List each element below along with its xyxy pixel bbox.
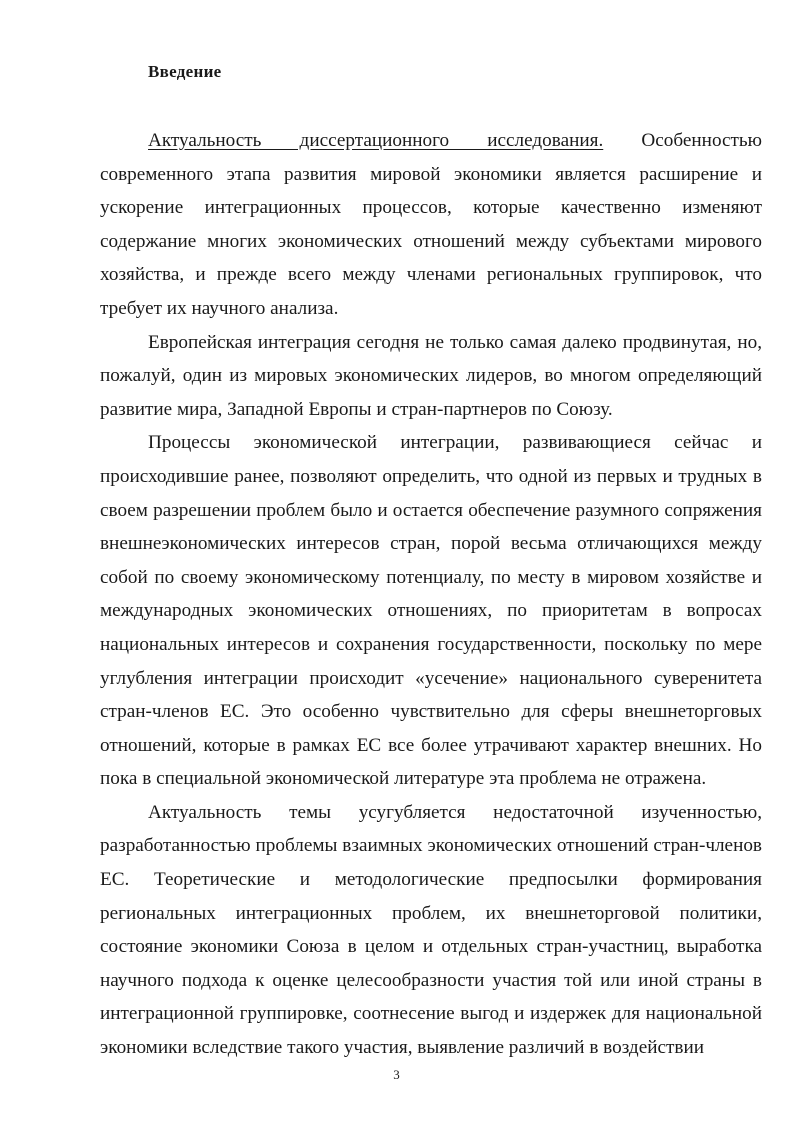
paragraph-topic-relevance — [100, 796, 762, 1065]
paragraph-text: Европейская интеграция сегодня не только самая далеко продвинутая, но, пожалуй, один из мировых экономических лидеров, во многом определяющий развитие мира, Западной Европы и стран-партнеров по Союзу. — [100, 331, 762, 420]
paragraph-relevance — [100, 124, 762, 326]
page-number: 3 — [393, 1067, 400, 1082]
paragraph-european-integration — [100, 326, 762, 427]
paragraph-integration-processes — [100, 426, 762, 796]
paragraph-lead-underlined: Актуальность диссертационного исследования. — [148, 130, 604, 151]
paragraph-text: Особенностью современного этапа развития мировой экономики является расширение и ускорение интеграционных процессов, которые качественно изменяют содержание многих экономических отношений между субъектами мирового хозяйства, и прежде всего между членами региональных группировок, что требует их научного анализа. — [100, 130, 762, 319]
paragraph-text: Актуальность темы усугубляется недостаточной изученностью, разработанностью проблемы взаимных экономических отношений стран-членов ЕС. Теоретические и методологические предпосылки формирования региональных интеграционных проблем, их внешнеторговой политики, состояние экономики Союза в целом и отдельных стран-участниц, выработка научного подхода к оценке целесообразности участия той или иной страны в интеграционной группировке, соотнесение выгод и издержек для национальной экономики вследствие такого участия, выявление различий в воздействии — [100, 801, 762, 1059]
body-text — [100, 124, 762, 1065]
section-heading: Введение — [148, 62, 222, 81]
paragraph-text: Процессы экономической интеграции, развивающиеся сейчас и происходившие ранее, позволяют определить, что одной из первых и трудных в своем разрешении проблем было и остается обеспечение разумного сопряжения внешнеэкономических интересов стран, порой весьма отличающихся между собой по своему экономическому потенциалу, по месту в мировом хозяйстве и международных экономических отношениях, по приоритетам в вопросах национальных интересов и сохранения государственности, поскольку по мере углубления интеграции происходит «усечение» национального суверенитета стран-членов ЕС. Это особенно чувствительно для сферы внешнеторговых отношений, которые в рамках ЕС все более утрачивают характер внешних. Но пока в специальной экономической литературе эта проблема не отражена. — [100, 432, 762, 790]
